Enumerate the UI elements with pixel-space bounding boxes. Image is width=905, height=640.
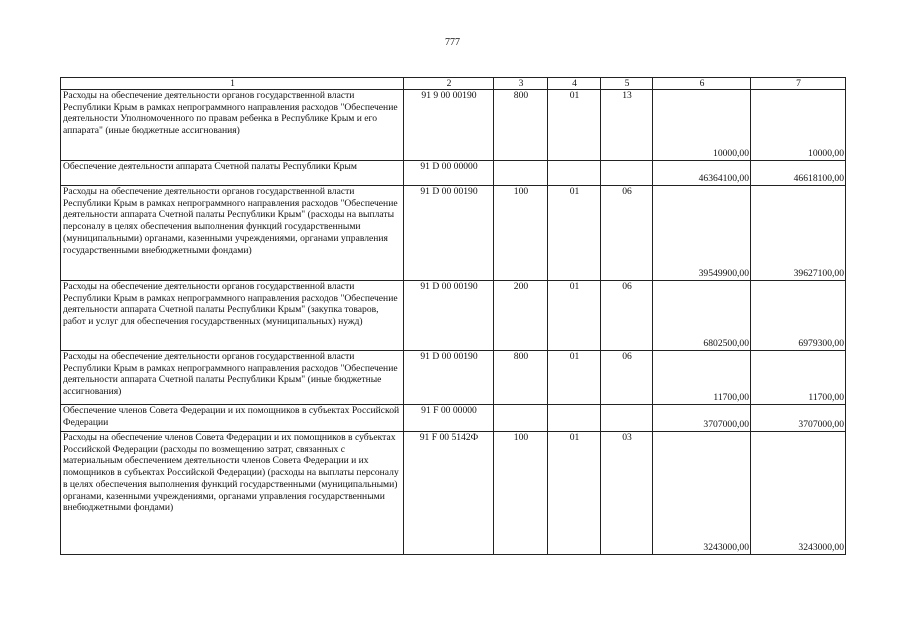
expense-description: Расходы на обеспечение членов Совета Федерации и их помощников в субъектах Российской Федерации (расходы по возмещению затрат, связанных с материальным обеспечением деятельности членов Совета Федерации и их помощников в субъектах Российской Федерации) (расходы на выплаты персоналу в целях обеспечения выполнения функций государственными (муниципальными) органами, казенными учреждениями, органами управления государственными внебюджетными фондами) bbox=[61, 432, 404, 555]
table-row bbox=[61, 161, 846, 186]
section-code: 01 bbox=[548, 432, 601, 555]
target-article-code: 91 9 00 00190 bbox=[404, 90, 494, 161]
target-article-code: 91 D 00 00190 bbox=[404, 351, 494, 405]
table-row bbox=[61, 186, 846, 281]
column-header: 1 bbox=[61, 78, 404, 90]
amount-column-6: 11700,00 bbox=[653, 351, 751, 405]
target-article-code: 91 D 00 00190 bbox=[404, 186, 494, 281]
target-article-code: 91 D 00 00190 bbox=[404, 281, 494, 351]
expense-type-code: 100 bbox=[494, 432, 548, 555]
target-article-code: 91 F 00 00000 bbox=[404, 405, 494, 432]
amount-column-6: 10000,00 bbox=[653, 90, 751, 161]
section-code: 01 bbox=[548, 186, 601, 281]
amount-column-7: 3243000,00 bbox=[751, 432, 846, 555]
column-header: 2 bbox=[404, 78, 494, 90]
table-row bbox=[61, 281, 846, 351]
subsection-code bbox=[601, 161, 653, 186]
target-article-code: 91 F 00 5142Ф bbox=[404, 432, 494, 555]
column-header: 7 bbox=[751, 78, 846, 90]
section-code: 01 bbox=[548, 281, 601, 351]
subsection-code: 03 bbox=[601, 432, 653, 555]
column-header: 4 bbox=[548, 78, 601, 90]
expense-type-code: 200 bbox=[494, 281, 548, 351]
expense-type-code bbox=[494, 405, 548, 432]
amount-column-6: 3243000,00 bbox=[653, 432, 751, 555]
subsection-code bbox=[601, 405, 653, 432]
expense-type-code: 800 bbox=[494, 90, 548, 161]
table-row bbox=[61, 351, 846, 405]
expense-type-code: 100 bbox=[494, 186, 548, 281]
column-header: 5 bbox=[601, 78, 653, 90]
amount-column-6: 3707000,00 bbox=[653, 405, 751, 432]
amount-column-7: 10000,00 bbox=[751, 90, 846, 161]
amount-column-7: 39627100,00 bbox=[751, 186, 846, 281]
expense-type-code: 800 bbox=[494, 351, 548, 405]
amount-column-7: 3707000,00 bbox=[751, 405, 846, 432]
section-code: 01 bbox=[548, 351, 601, 405]
amount-column-7: 11700,00 bbox=[751, 351, 846, 405]
header-row bbox=[61, 78, 846, 90]
expense-description: Обеспечение деятельности аппарата Счетной палаты Республики Крым bbox=[61, 161, 404, 186]
column-header: 3 bbox=[494, 78, 548, 90]
amount-column-6: 46364100,00 bbox=[653, 161, 751, 186]
amount-column-6: 39549900,00 bbox=[653, 186, 751, 281]
expense-description: Расходы на обеспечение деятельности органов государственной власти Республики Крым в рамках непрограммного направления расходов "Обеспечение деятельности аппарата Счетной палаты Республики Крым" (закупка товаров, работ и услуг для обеспечения государственных (муниципальных) нужд) bbox=[61, 281, 404, 351]
expense-description: Расходы на обеспечение деятельности органов государственной власти Республики Крым в рамках непрограммного направления расходов "Обеспечение деятельности аппарата Счетной палаты Республики Крым" (иные бюджетные ассигнования) bbox=[61, 351, 404, 405]
section-code: 01 bbox=[548, 90, 601, 161]
subsection-code: 13 bbox=[601, 90, 653, 161]
target-article-code: 91 D 00 00000 bbox=[404, 161, 494, 186]
expense-description: Обеспечение членов Совета Федерации и их помощников в субъектах Российской Федерации bbox=[61, 405, 404, 432]
section-code bbox=[548, 161, 601, 186]
table-row bbox=[61, 90, 846, 161]
table-row bbox=[61, 405, 846, 432]
amount-column-7: 6979300,00 bbox=[751, 281, 846, 351]
expense-type-code bbox=[494, 161, 548, 186]
subsection-code: 06 bbox=[601, 281, 653, 351]
table-row bbox=[61, 432, 846, 555]
column-header: 6 bbox=[653, 78, 751, 90]
amount-column-6: 6802500,00 bbox=[653, 281, 751, 351]
subsection-code: 06 bbox=[601, 186, 653, 281]
budget-table bbox=[60, 77, 846, 555]
amount-column-7: 46618100,00 bbox=[751, 161, 846, 186]
expense-description: Расходы на обеспечение деятельности органов государственной власти Республики Крым в рамках непрограммного направления расходов "Обеспечение деятельности Уполномоченного по правам ребенка в Республике Крым и его аппарата" (иные бюджетные ассигнования) bbox=[61, 90, 404, 161]
expense-description: Расходы на обеспечение деятельности органов государственной власти Республики Крым в рамках непрограммного направления расходов "Обеспечение деятельности аппарата Счетной палаты Республики Крым" (расходы на выплаты персоналу в целях обеспечения выполнения функций государственными (муниципальными) органами, казенными учреждениями, органами управления государственными внебюджетными фондами) bbox=[61, 186, 404, 281]
subsection-code: 06 bbox=[601, 351, 653, 405]
page-number: 777 bbox=[445, 37, 460, 48]
section-code bbox=[548, 405, 601, 432]
